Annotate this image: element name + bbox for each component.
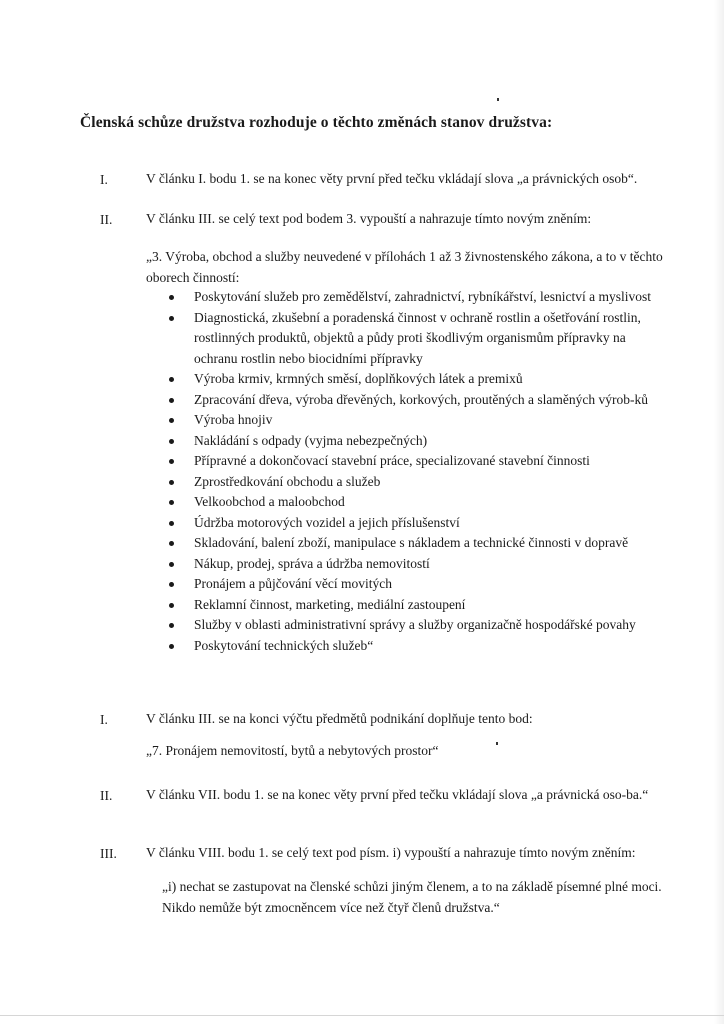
page-heading: Členská schůze družstva rozhoduje o těchto změnách stanov družstva: [80,114,553,131]
quoted-point-7: „7. Pronájem nemovitostí, bytů a nebytových prostor“ [146,743,439,758]
quoted-point-3-intro: „3. Výroba, obchod a služby neuvedené v přílohách 1 až 3 živnostenského zákona, a to v těchto oborech činností: [146,249,663,285]
list-item: Výroba krmiv, krmných směsí, doplňkových látek a premixů [164,369,664,390]
scan-speck [497,98,499,101]
item-number: III. [100,846,117,861]
quoted-point-i: „i) nechat se zastupovat na členské schůzi jiným členem, a to na základě písemné plné moci. Nikdo nemůže být zmocněncem více než čtyř členů družstva.“ [162,879,662,915]
item-text: V článku I. bodu 1. se na konec věty první před tečku vkládají slova „a právnických osob“. [146,171,638,186]
list-item: Diagnostická, zkušební a poradenská činnost v ochraně rostlin a ošetřování rostlin, rostlinných produktů, objektů a půdy proti škodlivým organismům přípravky na ochranu rostlin nebo biocidními přípravky [164,308,664,370]
list-item: Nakládání s odpady (vyjma nebezpečných) [164,431,664,452]
list-item: Údržba motorových vozidel a jejich příslušenství [164,513,664,534]
item-text: V článku III. se na konci výčtu předmětů podnikání doplňuje tento bod: [146,711,533,726]
scan-edge-shadow [714,0,724,1024]
activity-list [164,287,664,656]
item-number: I. [100,172,108,187]
scan-bottom-edge [0,1015,724,1016]
list-item: Zprostředkování obchodu a služeb [164,472,664,493]
list-item: Nákup, prodej, správa a údržba nemovitostí [164,554,664,575]
list-item: Zpracování dřeva, výroba dřevěných, korkových, proutěných a slaměných výrob-ků [164,390,664,411]
list-item: Přípravné a dokončovací stavební práce, specializované stavební činnosti [164,451,664,472]
item-number: II. [100,788,113,803]
item-number: II. [100,212,113,227]
list-item: Velkoobchod a maloobchod [164,492,664,513]
list-item: Pronájem a půjčování věcí movitých [164,574,664,595]
list-item: Výroba hnojiv [164,410,664,431]
list-item: Poskytování technických služeb“ [164,636,664,657]
item-text: V článku VIII. bodu 1. se celý text pod písm. i) vypouští a nahrazuje tímto novým zněním: [146,845,636,860]
item-text: V článku III. se celý text pod bodem 3. vypouští a nahrazuje tímto novým zněním: [146,211,592,226]
scan-speck [496,742,498,745]
list-item: Skladování, balení zboží, manipulace s nákladem a technické činnosti v dopravě [164,533,664,554]
item-number: I. [100,712,108,727]
item-text: V článku VII. bodu 1. se na konec věty první před tečku vkládají slova „a právnická oso-ba.“ [146,787,649,802]
list-item: Poskytování služeb pro zemědělství, zahradnictví, rybníkářství, lesnictví a myslivost [164,287,664,308]
list-item: Reklamní činnost, marketing, mediální zastoupení [164,595,664,616]
list-item: Služby v oblasti administrativní správy a služby organizačně hospodářské povahy [164,615,664,636]
